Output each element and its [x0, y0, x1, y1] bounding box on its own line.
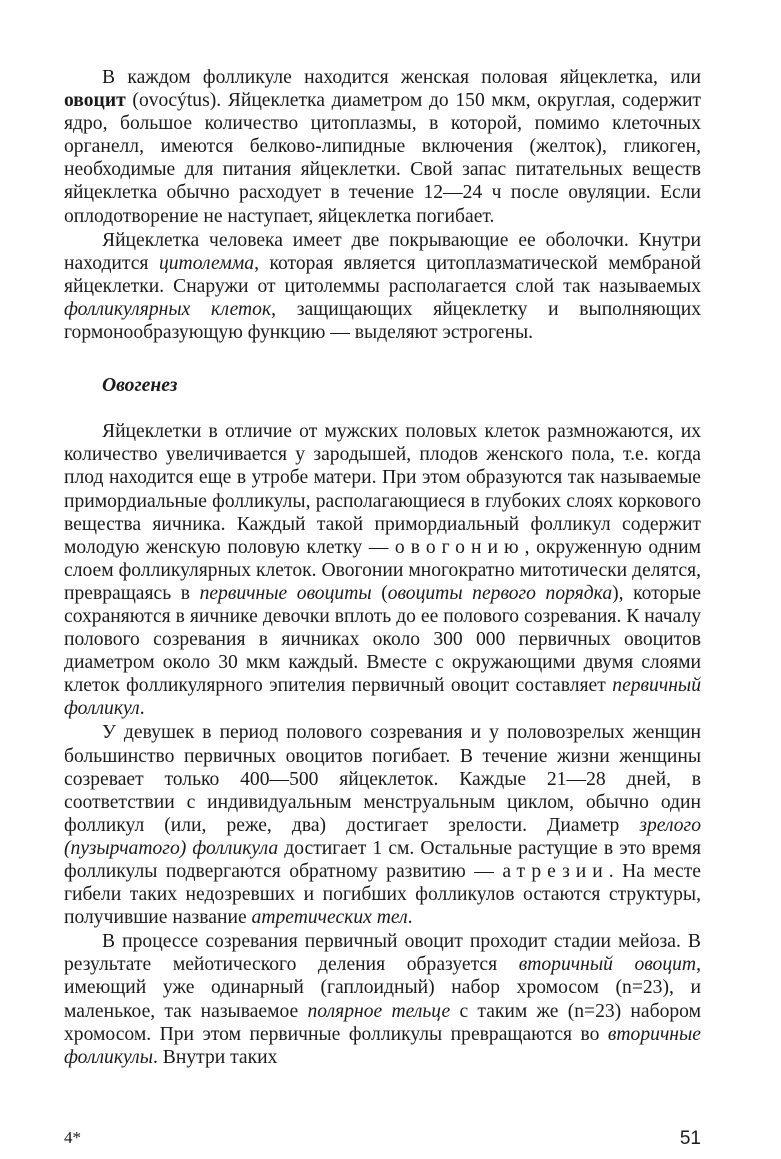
paragraph [64, 930, 701, 1069]
paragraph [64, 229, 701, 344]
italic-term: фолликулярных клеток [64, 298, 272, 320]
page-number: 51 [679, 1128, 701, 1149]
text-run: . На месте гибели таких недозревших и погибших фолликулов остаются структуры, получившие название [64, 861, 701, 929]
italic-term: первичный фолликул [64, 675, 701, 720]
text-block-bottom [64, 420, 701, 1069]
paragraph [64, 66, 701, 228]
text-run: , защищающих яйцеклетку и выполняющих гормонообразующую функцию — выделяют эстрогены. [64, 298, 702, 344]
text-run: , имеющий уже одинарный (гаплоидный) набор хромосом (n=23), и маленькое, так называемое [64, 954, 701, 1022]
text-run: Яйцеклетки в отличие от мужских половых клеток размножаются, их количество увеличивается у зародышей, плодов женского пола, т.е. когда плод находится еще в утробе матери. При этом образуются так называемые примордиальные фолликулы, располагающиеся в глубоких слоях коркового вещества яичника. Каждый такой примордиальный фолликул содержит молодую женскую половую клетку — [64, 421, 701, 558]
text-run: ), которые сохраняются в яичнике девочки вплоть до ее полового созревания. К началу полового созревания в яичниках около 300 000 первичных овоцитов диаметром около 30 мкм каждый. Вместе с окружающими двумя слоями клеток фолликулярного эпителия первичный овоцит составляет [64, 582, 701, 697]
text-run: ( [371, 582, 388, 604]
text-run: У девушек в период полового созревания и у половозрелых женщин большинство первичных овоцитов погибает. В течение жизни женщины созревает только 400—500 яйцеклеток. Каждые 21—28 дней, в соответствии с индивидуальным менструальным циклом, обычно один фолликул (или, реже, два) достигает зрелости. Диаметр [64, 722, 701, 836]
italic-term: зрелого (пузырчатого) фолликула [64, 814, 701, 859]
page-body [64, 66, 701, 1069]
italic-term: атретических тел [251, 907, 408, 929]
text-run: . [139, 698, 145, 720]
italic-term: вторичные фолликулы [64, 1023, 701, 1068]
spaced-term: атрезии [502, 861, 609, 882]
section-heading: Овогенез [102, 375, 178, 397]
spaced-term: овогонию [394, 536, 525, 558]
italic-term: овоциты первого порядка [387, 582, 613, 604]
italic-term: вторичный овоцит [518, 954, 697, 976]
page-footer [64, 1128, 701, 1150]
italic-term: первичные овоциты [199, 582, 372, 604]
text-run: В процессе созревания первичный овоцит проходит стадии мейоза. В результате мейотического деления образуется [64, 931, 701, 976]
text-run: В каждом фолликуле находится женская половая яйцеклетка, или [102, 67, 701, 88]
paragraph [64, 721, 701, 929]
paragraph [64, 420, 701, 720]
text-block-top [64, 66, 701, 344]
text-run: Яйцеклетка человека имеет две покрывающие ее оболочки. Кнутри находится [64, 229, 701, 274]
text-run: . [407, 907, 413, 929]
italic-term: полярное тельце [307, 1000, 451, 1022]
italic-term: цитолемма [158, 252, 255, 274]
text-run: с таким же (n=23) набором хромосом. При этом первичные фолликулы превращаются во [64, 1000, 701, 1045]
text-run: (ovocýtus). Яйцеклетка диаметром до 150 мкм, округлая, содержит ядро, большое количество цитоплазмы, в которой, помимо клеточных органелл, имеются белково-липидные включения (желток), гликоген, необходимые для питания яйцеклетки. Свой запас питательных веществ яйцеклетка обычно расходует в течение 12—24 ч после овуляции. Если оплодотворение не наступает, яйцеклетка погибает. [64, 90, 701, 227]
text-run: , окруженную одним слоем фолликулярных клеток. Овогонии многократно митотически делятся, превращаясь в [64, 536, 702, 604]
printer-signature: 4* [64, 1128, 81, 1147]
text-run: , которая является цитоплазматической мембраной яйцеклетки. Снаружи от цитолеммы располагается слой так называемых [64, 252, 701, 297]
bold-term: овоцит [64, 90, 126, 112]
text-run: . Внутри таких [153, 1046, 278, 1068]
text-run: достигает 1 см. Остальные растущие в это время фолликулы подвергаются обратному развитию — [64, 837, 701, 882]
